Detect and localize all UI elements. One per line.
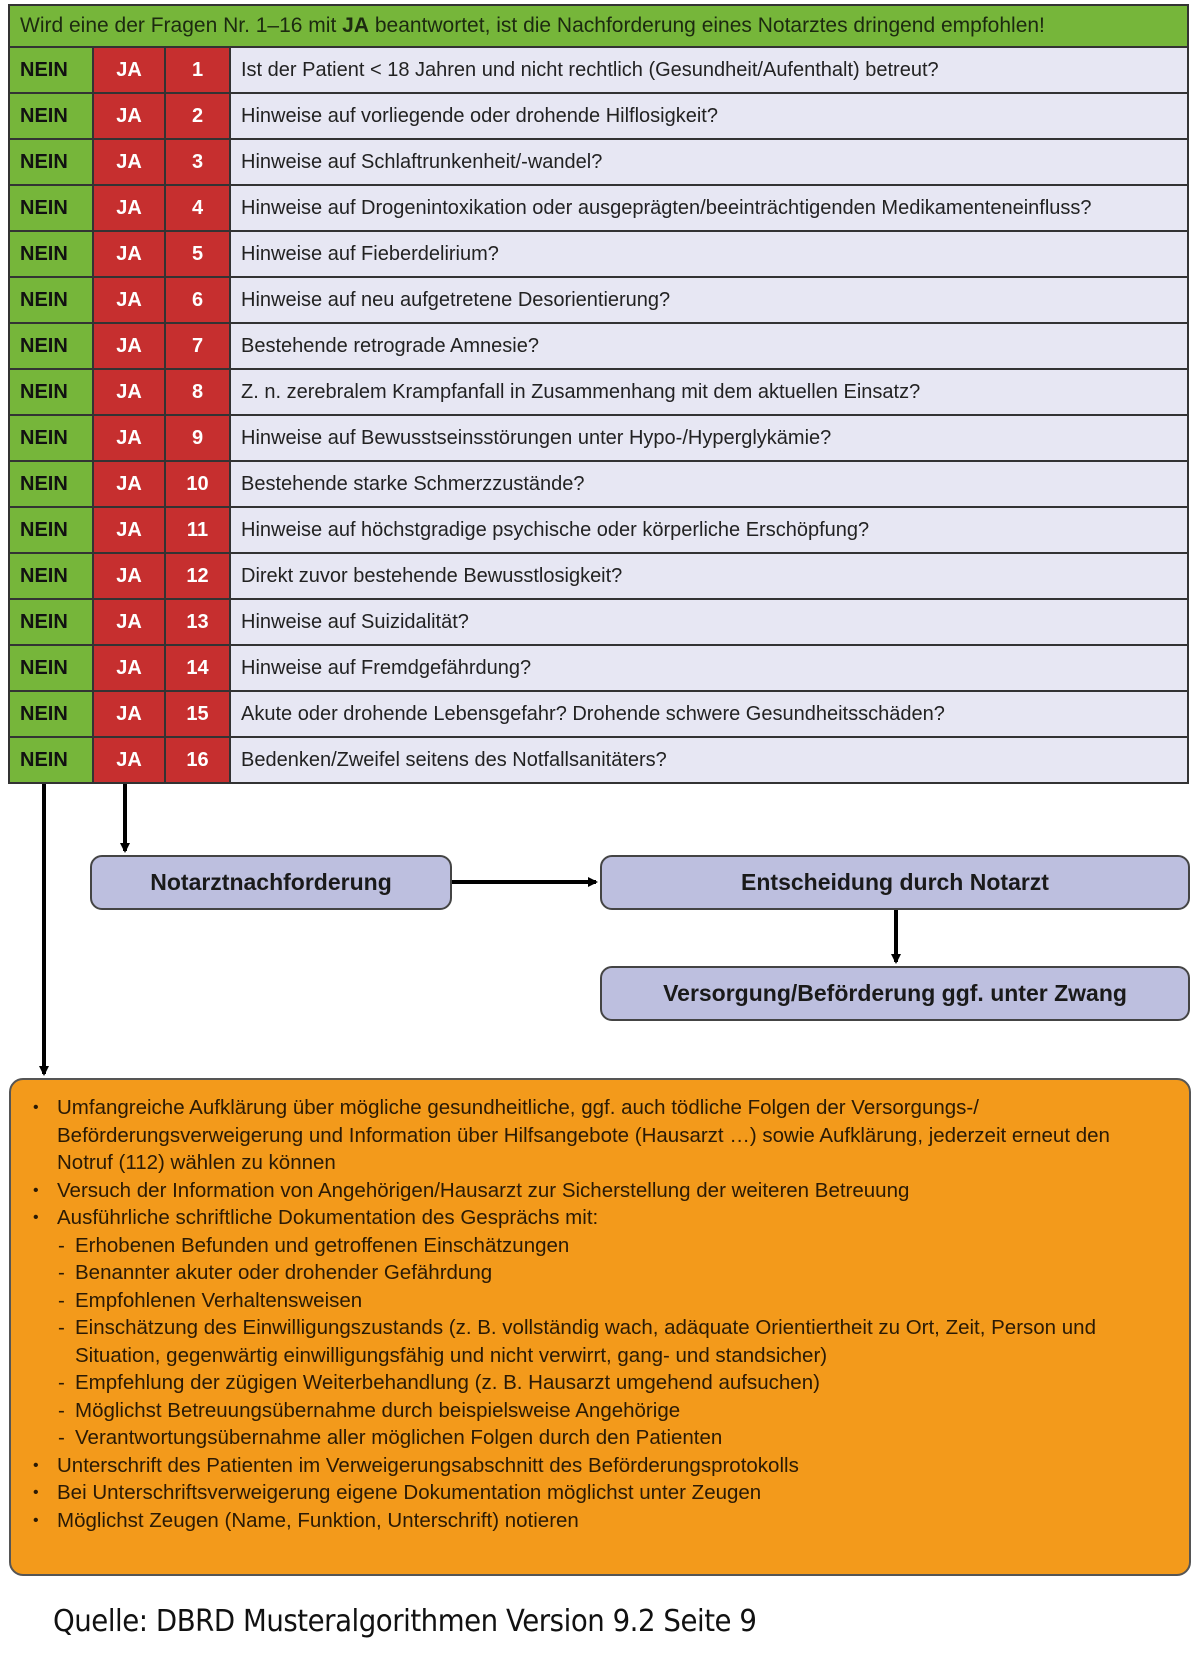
question-row-11	[8, 508, 1189, 554]
ja-label: JA	[116, 610, 142, 633]
entscheidung-notarzt-label: Entscheidung durch Notarzt	[741, 869, 1049, 895]
ja-answer[interactable]	[94, 738, 166, 782]
question-number-text: 11	[186, 518, 209, 541]
question-row-9	[8, 416, 1189, 462]
question-number-text: 1	[191, 58, 204, 81]
question-row-12	[8, 554, 1189, 600]
action-bullet-item: • Umfangreiche Aufklärung über mögliche gesundheitliche, ggf. auch tödliche Folgen der Versorgungs-/ Beförderungsverweigerung und Information über Hilfsangebote (Hausarzt …) sowie Aufklärung, jederzeit erneut den Notruf (112) wählen zu können	[29, 1094, 1171, 1177]
ja-answer[interactable]	[94, 324, 166, 368]
ja-answer[interactable]	[94, 508, 166, 552]
action-sub-item: - Benannter akuter oder drohender Gefährdung	[29, 1259, 1171, 1287]
nein-answer[interactable]	[8, 232, 94, 276]
question-number	[166, 692, 231, 736]
question-number-text: 13	[186, 610, 209, 633]
question-row-3	[8, 140, 1189, 186]
question-text: Hinweise auf vorliegende oder drohende Hilflosigkeit?	[241, 104, 718, 127]
source-caption: Quelle: DBRD Musteralgorithmen Version 9.2 Seite 9	[53, 1604, 757, 1639]
question-row-7	[8, 324, 1189, 370]
header-text-bold: JA	[342, 14, 369, 37]
question-text: Ist der Patient < 18 Jahren und nicht rechtlich (Gesundheit/Aufenthalt) betreut?	[241, 58, 939, 81]
question-text-cell	[231, 140, 1189, 184]
question-text-cell	[231, 462, 1189, 506]
nein-label: NEIN	[20, 196, 68, 219]
action-sub-item: - Einschätzung des Einwilligungszustands (z. B. vollständig wach, adäquate Orientiertheit zu Ort, Zeit, Person und Situation, gegenwärtig einwilligungsfähig und nicht verwirrt, gang- und standsicher)	[29, 1314, 1171, 1369]
ja-answer[interactable]	[94, 278, 166, 322]
question-number	[166, 370, 231, 414]
question-text: Hinweise auf Bewusstseinsstörungen unter Hypo-/Hyperglykämie?	[241, 426, 832, 449]
question-row-13	[8, 600, 1189, 646]
ja-label: JA	[116, 564, 142, 587]
question-row-16	[8, 738, 1189, 784]
question-text-cell	[231, 416, 1189, 460]
nein-actions-box	[9, 1078, 1191, 1576]
action-bullet-item: • Versuch der Information von Angehörigen/Hausarzt zur Sicherstellung der weiteren Betreuung	[29, 1177, 1171, 1205]
question-number	[166, 140, 231, 184]
notarzt-nachforderung-box	[90, 855, 452, 910]
question-row-2	[8, 94, 1189, 140]
ja-label: JA	[116, 472, 142, 495]
question-number	[166, 416, 231, 460]
question-table	[8, 4, 1189, 784]
action-bullet-item: • Bei Unterschriftsverweigerung eigene Dokumentation möglichst unter Zeugen	[29, 1479, 1171, 1507]
ja-answer[interactable]	[94, 692, 166, 736]
question-number-text: 5	[191, 242, 204, 265]
question-text-cell	[231, 94, 1189, 138]
question-text-cell	[231, 692, 1189, 736]
question-text: Hinweise auf Drogenintoxikation oder ausgeprägten/beeinträchtigenden Medikamenteneinfluss?	[241, 196, 1092, 219]
question-text: Bedenken/Zweifel seitens des Notfallsanitäters?	[241, 748, 667, 771]
question-number-text: 4	[191, 196, 204, 219]
nein-label: NEIN	[20, 288, 68, 311]
ja-label: JA	[116, 58, 142, 81]
question-row-15	[8, 692, 1189, 738]
nein-label: NEIN	[20, 656, 68, 679]
question-text-cell	[231, 186, 1189, 230]
action-sub-item: - Möglichst Betreuungsübernahme durch beispielsweise Angehörige	[29, 1397, 1171, 1425]
nein-answer[interactable]	[8, 600, 94, 644]
nein-answer[interactable]	[8, 554, 94, 598]
question-row-6	[8, 278, 1189, 324]
question-number	[166, 324, 231, 368]
ja-label: JA	[116, 748, 142, 771]
question-text: Hinweise auf neu aufgetretene Desorientierung?	[241, 288, 671, 311]
ja-label: JA	[116, 518, 142, 541]
action-sub-item: - Empfehlung der zügigen Weiterbehandlung (z. B. Hausarzt umgehend aufsuchen)	[29, 1369, 1171, 1397]
ja-label: JA	[116, 242, 142, 265]
question-text-cell	[231, 738, 1189, 782]
action-sub-item: - Empfohlenen Verhaltensweisen	[29, 1287, 1171, 1315]
ja-answer[interactable]	[94, 370, 166, 414]
ja-answer[interactable]	[94, 140, 166, 184]
nein-label: NEIN	[20, 564, 68, 587]
question-row-14	[8, 646, 1189, 692]
question-number	[166, 508, 231, 552]
nein-label: NEIN	[20, 380, 68, 403]
ja-label: JA	[116, 288, 142, 311]
question-text: Hinweise auf höchstgradige psychische oder körperliche Erschöpfung?	[241, 518, 870, 541]
question-number-text: 12	[186, 564, 209, 587]
question-number	[166, 232, 231, 276]
question-text-cell	[231, 324, 1189, 368]
nein-answer[interactable]	[8, 508, 94, 552]
ja-label: JA	[116, 702, 142, 725]
question-number	[166, 554, 231, 598]
nein-answer[interactable]	[8, 462, 94, 506]
nein-actions-list	[29, 1094, 1171, 1534]
question-number-text: 14	[186, 656, 209, 679]
ja-answer[interactable]	[94, 416, 166, 460]
question-number-text: 16	[186, 748, 209, 771]
question-row-8	[8, 370, 1189, 416]
nein-answer[interactable]	[8, 278, 94, 322]
nein-answer[interactable]	[8, 186, 94, 230]
question-text: Hinweise auf Fremdgefährdung?	[241, 656, 532, 679]
question-text-cell	[231, 232, 1189, 276]
question-number	[166, 600, 231, 644]
ja-label: JA	[116, 656, 142, 679]
ja-label: JA	[116, 334, 142, 357]
ja-answer[interactable]	[94, 48, 166, 92]
question-row-5	[8, 232, 1189, 278]
nein-label: NEIN	[20, 150, 68, 173]
question-number-text: 3	[191, 150, 204, 173]
question-number-text: 9	[191, 426, 204, 449]
ja-answer[interactable]	[94, 186, 166, 230]
action-sub-item: - Erhobenen Befunden und getroffenen Einschätzungen	[29, 1232, 1171, 1260]
nein-label: NEIN	[20, 518, 68, 541]
entscheidung-notarzt-box	[600, 855, 1190, 910]
ja-label: JA	[116, 104, 142, 127]
question-text: Hinweise auf Fieberdelirium?	[241, 242, 499, 265]
nein-label: NEIN	[20, 242, 68, 265]
question-number	[166, 646, 231, 690]
question-number-text: 15	[186, 702, 209, 725]
question-number-text: 2	[191, 104, 204, 127]
question-text: Direkt zuvor bestehende Bewusstlosigkeit?	[241, 564, 623, 587]
nein-answer[interactable]	[8, 692, 94, 736]
versorgung-zwang-box	[600, 966, 1190, 1021]
ja-answer[interactable]	[94, 646, 166, 690]
nein-answer[interactable]	[8, 140, 94, 184]
nein-answer[interactable]	[8, 416, 94, 460]
nein-answer[interactable]	[8, 94, 94, 138]
nein-answer[interactable]	[8, 324, 94, 368]
ja-answer[interactable]	[94, 232, 166, 276]
question-text-cell	[231, 554, 1189, 598]
action-bullet-item: • Möglichst Zeugen (Name, Funktion, Unterschrift) notieren	[29, 1507, 1171, 1535]
question-number	[166, 462, 231, 506]
nein-label: NEIN	[20, 104, 68, 127]
question-row-10	[8, 462, 1189, 508]
action-bullet-item: • Unterschrift des Patienten im Verweigerungsabschnitt des Beförderungsprotokolls	[29, 1452, 1171, 1480]
ja-answer[interactable]	[94, 554, 166, 598]
question-text-cell	[231, 646, 1189, 690]
header-text-before: Wird eine der Fragen Nr. 1–16 mit	[20, 14, 343, 37]
question-number-text: 8	[191, 380, 204, 403]
question-text: Z. n. zerebralem Krampfanfall in Zusammenhang mit dem aktuellen Einsatz?	[241, 380, 921, 403]
question-text-cell	[231, 508, 1189, 552]
question-text-cell	[231, 370, 1189, 414]
question-rows	[8, 48, 1189, 784]
nein-answer[interactable]	[8, 370, 94, 414]
nein-answer[interactable]	[8, 48, 94, 92]
ja-label: JA	[116, 380, 142, 403]
nein-answer[interactable]	[8, 646, 94, 690]
question-text-cell	[231, 278, 1189, 322]
question-text: Bestehende retrograde Amnesie?	[241, 334, 539, 357]
question-row-4	[8, 186, 1189, 232]
question-number	[166, 738, 231, 782]
table-header	[8, 6, 1189, 48]
nein-label: NEIN	[20, 426, 68, 449]
nein-label: NEIN	[20, 702, 68, 725]
ja-answer[interactable]	[94, 94, 166, 138]
nein-label: NEIN	[20, 748, 68, 771]
nein-label: NEIN	[20, 58, 68, 81]
nein-label: NEIN	[20, 334, 68, 357]
header-text-after: beantwortet, ist die Nachforderung eines Notarztes dringend empfohlen!	[369, 14, 1045, 37]
notarzt-nachforderung-label: Notarztnachforderung	[150, 869, 392, 895]
ja-answer[interactable]	[94, 600, 166, 644]
nein-label: NEIN	[20, 472, 68, 495]
action-sub-item: - Verantwortungsübernahme aller möglichen Folgen durch den Patienten	[29, 1424, 1171, 1452]
ja-label: JA	[116, 426, 142, 449]
versorgung-zwang-label: Versorgung/Beförderung ggf. unter Zwang	[663, 980, 1127, 1006]
question-text: Akute oder drohende Lebensgefahr? Drohende schwere Gesundheitsschäden?	[241, 702, 945, 725]
question-number-text: 6	[191, 288, 204, 311]
ja-answer[interactable]	[94, 462, 166, 506]
question-text-cell	[231, 48, 1189, 92]
question-number	[166, 94, 231, 138]
nein-answer[interactable]	[8, 738, 94, 782]
question-text-cell	[231, 600, 1189, 644]
question-text: Hinweise auf Schlaftrunkenheit/-wandel?	[241, 150, 603, 173]
question-number	[166, 48, 231, 92]
question-number	[166, 186, 231, 230]
action-bullet-item: • Ausführliche schriftliche Dokumentation des Gesprächs mit:	[29, 1204, 1171, 1232]
ja-label: JA	[116, 150, 142, 173]
question-number-text: 10	[186, 472, 209, 495]
nein-label: NEIN	[20, 610, 68, 633]
question-text: Bestehende starke Schmerzzustände?	[241, 472, 585, 495]
ja-label: JA	[116, 196, 142, 219]
question-number	[166, 278, 231, 322]
question-row-1	[8, 48, 1189, 94]
question-text: Hinweise auf Suizidalität?	[241, 610, 469, 633]
question-number-text: 7	[191, 334, 204, 357]
